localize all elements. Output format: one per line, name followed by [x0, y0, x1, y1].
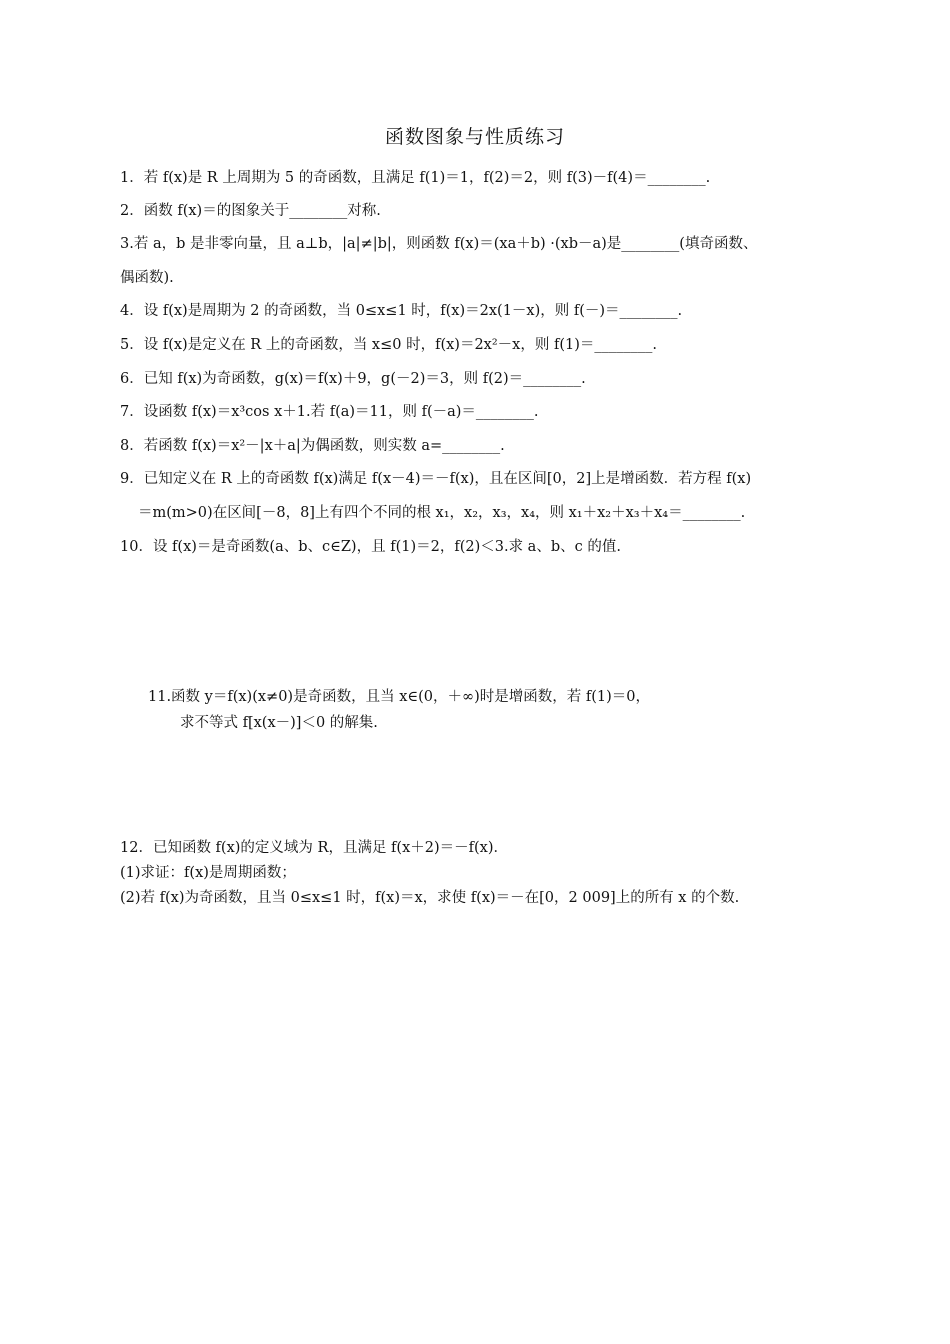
question-6: 6．已知 f(x)为奇函数，g(x)＝f(x)＋9，g(－2)＝3，则 f(2)＝________.	[120, 371, 586, 387]
question-12: 12．已知函数 f(x)的定义域为 R，且满足 f(x＋2)＝－f(x)．	[120, 840, 508, 856]
question-8: 8．若函数 f(x)＝x²－|x＋a|为偶函数，则实数 a=________.	[120, 438, 505, 454]
question-7: 7．设函数 f(x)＝x³cos x＋1.若 f(a)＝11，则 f(－a)＝________.	[120, 404, 539, 420]
question-9: 9．已知定义在 R 上的奇函数 f(x)满足 f(x－4)＝－f(x)，且在区间[0，2]上是增函数．若方程 f(x)	[120, 471, 752, 487]
page-title: 函数图象与性质练习	[384, 126, 565, 148]
question-12-part-1: (1)求证：f(x)是周期函数；	[120, 865, 296, 881]
question-4: 4．设 f(x)是周期为 2 的奇函数，当 0≤x≤1 时，f(x)＝2x(1－x)，则 f(－)＝________.	[120, 303, 683, 319]
question-11-continued: 求不等式 f[x(x－)]＜0 的解集.	[180, 715, 378, 731]
question-3: 3.若 a，b 是非零向量，且 a⊥b，|a|≠|b|，则函数 f(x)＝(xa＋b) ·(xb－a)是________(填奇函数、	[120, 236, 758, 252]
question-2: 2．函数 f(x)＝的图象关于________对称.	[120, 203, 381, 219]
question-11: 11.函数 y＝f(x)(x≠0)是奇函数，且当 x∈(0，＋∞)时是增函数，若 f(1)＝0，	[148, 689, 650, 705]
question-12-part-2: (2)若 f(x)为奇函数，且当 0≤x≤1 时，f(x)＝x，求使 f(x)＝－在[0，2 009]上的所有 x 的个数.	[120, 890, 740, 906]
question-10: 10．设 f(x)＝是奇函数(a、b、c∈Z)，且 f(1)＝2，f(2)＜3.求 a、b、c 的值.	[120, 539, 621, 555]
question-5: 5．设 f(x)是定义在 R 上的奇函数，当 x≤0 时，f(x)＝2x²－x，则 f(1)＝________.	[120, 337, 657, 353]
question-1: 1．若 f(x)是 R 上周期为 5 的奇函数，且满足 f(1)＝1，f(2)＝2，则 f(3)－f(4)＝________.	[120, 170, 711, 186]
question-3-continued: 偶函数).	[120, 270, 174, 286]
question-9-continued: ＝m(m>0)在区间[－8，8]上有四个不同的根 x₁，x₂，x₃，x₄，则 x₁＋x₂＋x₃＋x₄＝________.	[138, 505, 746, 521]
